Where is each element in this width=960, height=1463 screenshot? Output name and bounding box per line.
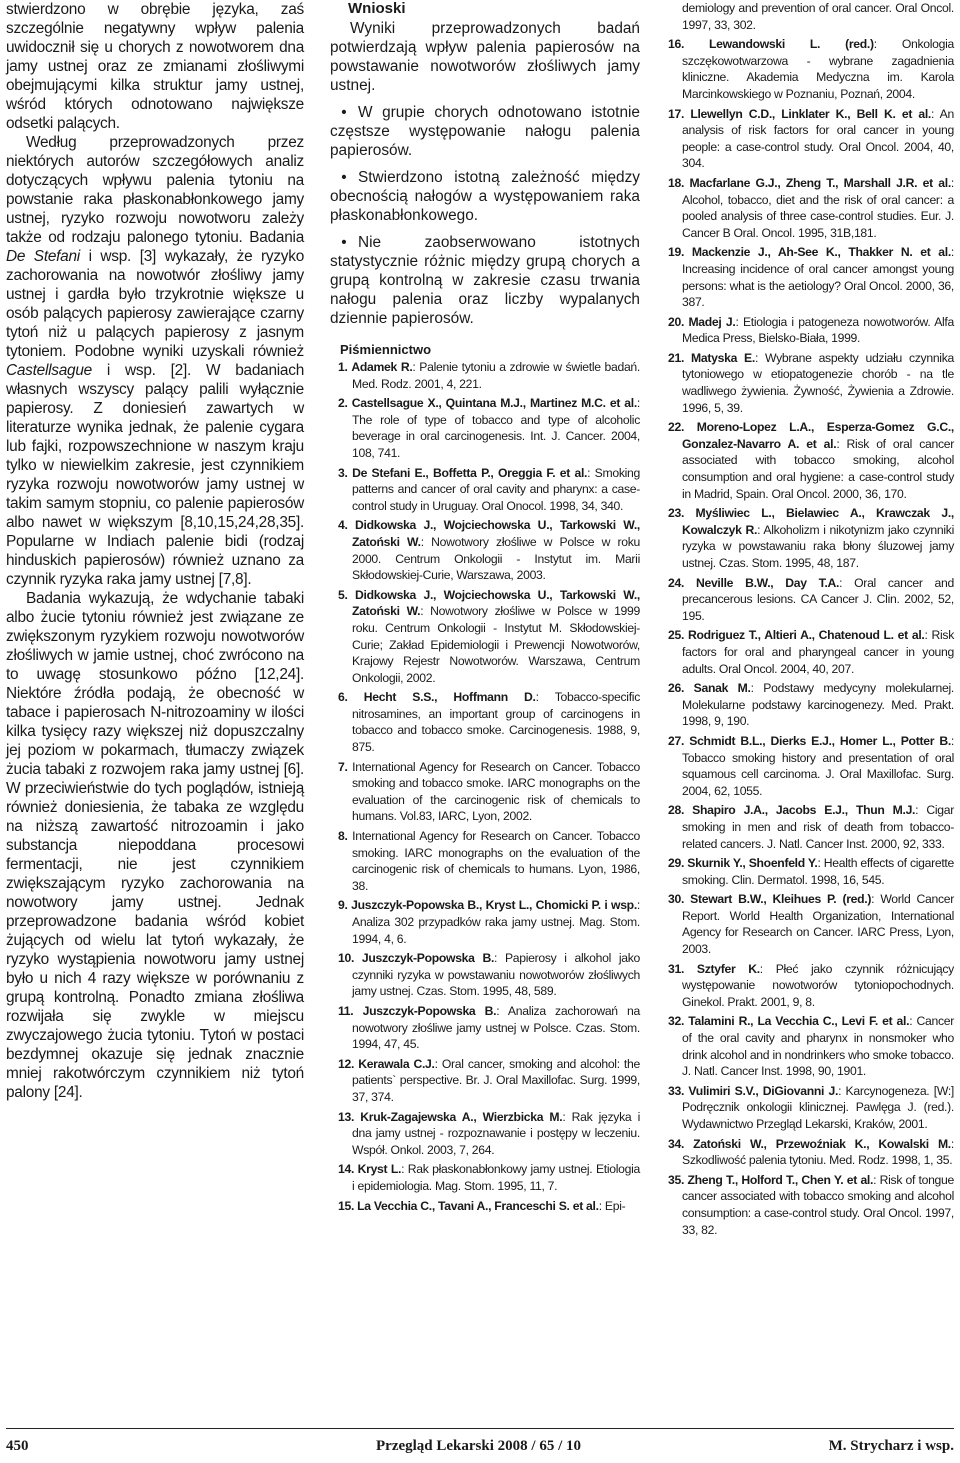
reference-number: 25. [668, 628, 685, 643]
reference-item [660, 891, 954, 957]
reference-authors: Zheng T., Holford T., Chen Y. et al. [687, 1172, 874, 1187]
reference-number: 34. [668, 1136, 685, 1151]
reference-text: : Epi- [598, 1198, 626, 1213]
reference-number: 33. [668, 1083, 685, 1098]
reference-authors: Juszczyk-Popowska B. [362, 1003, 497, 1018]
bullet-icon: • [341, 169, 347, 186]
reference-text: : Increasing incidence of oral cancer amongst young persons: what is the aetiology? Oral Oncol. 2000, 36, 387. [682, 245, 954, 310]
reference-text: : Wybrane aspekty udziału czynnika tytoniowego w etiopatogenezie chorób - na tle wadliwego żywienia. Żywność, Żywienia a Zdrowie. 1996, 5, 39. [682, 350, 954, 415]
reference-number: 27. [668, 733, 685, 748]
reference-number: 21. [668, 350, 685, 365]
reference-authors: Juszczyk-Popowska B. [361, 951, 495, 966]
text-run: i wsp. [3] wykazały, że ryzyko zachorowania na nowotwór złośliwy jamy ustnej i gardła było trzykrotnie większe u osób palących papierosy zawierające czarny tytoń niż u palących papierosy z jasnym tytoniem. Podobne wyniki uzyskali również [6, 248, 304, 360]
reference-item [330, 1003, 640, 1053]
reference-text: : Płeć jako czynnik różnicujący występowanie nowotworów tytoniopochodnych. Ginekol. Prakt. 2001, 9, 8. [682, 961, 954, 1009]
reference-text: : The role of type of tobacco and type of alcoholic beverage in oral carcinogenesis. Int. J. Cancer. 2004, 108, 741. [352, 396, 640, 460]
reference-authors: Lewandowski L. (red.) [709, 37, 874, 52]
reference-authors: Kerawala C.J. [358, 1056, 435, 1071]
reference-text: : Karcynogeneza. [W:] Podręcznik onkologii klinicznej. Pawlęga J. (red.). Wydawnictwo Przegląd Lekarski, Kraków, 2001. [682, 1083, 954, 1131]
reference-authors: Juszczyk-Popowska B., Kryst L., Chomicki P. i wsp. [351, 898, 637, 913]
reference-item [660, 733, 954, 799]
reference-text: : Szkodliwość palenia tytoniu. Med. Rodz. 1998, 1, 35. [682, 1136, 954, 1168]
reference-authors: Talamini R., La Vecchia C., Levi F. et al. [688, 1014, 910, 1029]
references-heading: Piśmiennictwo [340, 342, 432, 357]
reference-number: 19. [668, 245, 685, 260]
reference-item [330, 517, 640, 583]
bullet-icon: • [341, 234, 347, 251]
reference-number: 9. [338, 898, 348, 913]
reference-item [330, 759, 640, 825]
reference-authors: Kruk-Zagajewska A., Wierzbicka M. [360, 1109, 563, 1124]
reference-authors: Castellsague X., Quintana M.J., Martinez M.C. et al. [351, 396, 637, 411]
reference-authors: Llewellyn C.D., Linklater K., Bell K. et al. [690, 106, 931, 121]
reference-item [330, 689, 640, 755]
reference-number: 31. [668, 961, 685, 976]
reference-text: : Alcohol, tobacco, diet and the risk of oral cancer: a pooled analysis of three case-control studies. Eur. J. Cancer B Oral. Oncol. 1995, 31B,181. [682, 175, 954, 240]
reference-number: 35. [668, 1172, 685, 1187]
reference-number: 3. [338, 465, 348, 480]
list-item-text: Stwierdzono istotną zależność między obecnością nałogów a występowaniem raka płaskonabłonkowego. [330, 169, 640, 224]
reference-authors: Mackenzie J., Ah-See K., Thakker N. et al. [691, 245, 951, 260]
reference-item [660, 175, 954, 241]
reference-number: 32. [668, 1014, 685, 1029]
running-authors: M. Strycharz i wsp. [828, 1438, 954, 1454]
reference-number: 22. [668, 420, 685, 435]
reference-item [660, 350, 954, 416]
reference-text: : Analiza 302 przypadków raka jamy ustnej. Mag. Stom. 1994, 4, 6. [352, 898, 640, 946]
reference-item [660, 1013, 954, 1079]
reference-authors: Stewart B.W., Kleihues P. (red.) [690, 892, 872, 907]
reference-text: : Cancer of the oral cavity and pharynx in nonsmoker who drink alcohol and in nondrinkers who smoke tobacco. J. Natl. Cancer Inst. 1998, 90, 1901. [682, 1014, 954, 1079]
reference-item [660, 106, 954, 172]
reference-text: : Tobacco smoking history and presentation of oral squamous cell carcinoma. J. Oral Maxillofac. Surg. 2004, 62, 1055. [682, 733, 955, 798]
reference-number: 7. [338, 759, 348, 774]
reference-authors: Didkowska J., Wojciechowska U., Tarkowski W., Zatoński W. [352, 587, 640, 619]
reference-item [330, 897, 640, 947]
left-column [6, 0, 304, 1102]
reference-number: 11. [338, 1003, 354, 1018]
body-paragraph: Badania wykazują, że wdychanie tabaki albo żucie tytoniu również jest związane ze zwiększonym ryzykiem rozwoju nowotworów złośliwych w jamie ustnej, choć zwrócono na to uwagę stosunkowo późno [12,24]. Niektóre źródła podają, że obecność w tabace i papierosach N-nitrozoaminy w ilości kilka tysięcy razy większej niż dopuszczalny jej poziom w pokarmach, tłumaczy związek żucia tabaki z rozwojem raka jamy ustnej [6]. W przeciwieństwie do tych poglądów, istnieją również doniesienia, że tabaka ze względu na niższą zawartość nitrozoamin i jako substancja niepoddana procesowi fermentacji, nie jest czynnikiem zwiększającym ryzyko zachorowania na nowotwory jamy ustnej. Jednak przeprowadzone badania wśród kobiet żujących od wielu lat tytoń wykazały, że ryzyko wystąpienia nowotworu jamy ustnej było u nich 4 razy większe w porównaniu z grupą kontrolną. Ponadto zmiana złośliwa rozwijała się zwykle w miejscu zwyczajowego żucia tytoniu. Tytoń w postaci bezdymnej okazuje się jednak znacznie mniej rakotwórczym czynnikiem niż tytoń palony [24]. [6, 590, 304, 1101]
reference-number: 18. [668, 175, 685, 190]
reference-text: : Podstawy medycyny molekularnej. Molekularne podstawy karcinogenezy. Med. Prakt. 1998, 9, 190. [682, 681, 954, 729]
bullet-icon: • [341, 104, 347, 121]
reference-text: : Palenie tytoniu a zdrowie w świetle badań. Med. Rodz. 2001, 4, 221. [352, 360, 640, 391]
reference-authors: Sztyfer K. [696, 961, 760, 976]
conclusions-heading: Wnioski [348, 0, 406, 17]
reference-authors: Vulimiri S.V., DiGiovanni J. [688, 1083, 839, 1098]
reference-text: : Oral cancer and precancerous lesions. CA Cancer J. Clin. 2002, 52, 195. [682, 575, 954, 623]
reference-text: : Oral cancer, smoking and alcohol: the patients` perspective. Br. J. Oral Maxillofac. Surg. 1999, 37, 374. [352, 1056, 640, 1104]
reference-item [660, 855, 954, 888]
reference-number: 6. [338, 690, 348, 705]
list-item-text: Nie zaobserwowano istotnych statystycznie różnic między grupą chorych a grupą kontrolną w zakresie czasu trwania nałogu palenia oraz liczby wypalanych dziennie papierosów. [330, 234, 640, 327]
references-list [330, 359, 640, 1214]
reference-authors: La Vecchia C., Tavani A., Franceschi S. et al. [357, 1198, 599, 1213]
reference-number: 12. [338, 1056, 355, 1071]
reference-text: : Cigar smoking in men and risk of death from tobacco-related cancers. J. Natl. Cancer Inst. 2000, 92, 333. [682, 803, 954, 851]
reference-number: 4. [338, 518, 348, 533]
reference-text: : Analiza zachorowań na nowotwory złośliwe jamy ustnej w Polsce. Czas. Stom. 1994, 47, 45. [352, 1003, 640, 1052]
reference-authors: Didkowska J., Wojciechowska U., Tarkowski W., Zatoński W. [352, 518, 640, 549]
reference-authors: De Stefani E., Boffetta P., Oreggia F. et al. [352, 465, 588, 480]
reference-authors: Neville B.W., Day T.A. [695, 575, 840, 590]
reference-text: : Nowotwory złośliwe w Polsce w 1999 roku. Centrum Onkologii - Instytut M. Skłodowskiej-Curie; Zakład Epidemiologii i Prewencji Nowotworów, Krajowy Rejestr Nowotworów. Warszawa, Centrum Onkologii, 2002. [352, 604, 640, 685]
references-list [660, 36, 954, 1238]
text-run: i wsp. [2]. W badaniach własnych wszyscy palący palili wyłącznie papierosy. Z doniesień zawartych w literaturze wynika jednak, że palenie cygara lub fajki, rozpowszechnione w naszym kraju tylko w niewielkim zakresie, jest czynnikiem ryzyka rozwoju nowotworów jamy ustnej w takim samym stopniu, co palenie papierosów albo nawet w większym [8,10,15,24,28,35]. Popularne w Indiach palenie bidi (rodzaj hinduskich papierosów) również uznano za czynnik ryzyka raka jamy ustnej [7,8]. [6, 362, 304, 588]
reference-item [660, 1172, 954, 1238]
reference-text: : Papierosy i alkohol jako czynniki ryzyka w powstawaniu nowotworów złośliwych jamy ustnej. Czas. Stom. 1995, 48, 589. [352, 951, 640, 999]
citation-author: Castellsague [6, 362, 92, 379]
reference-item [330, 1056, 640, 1106]
reference-text: International Agency for Research on Cancer. Tobacco smoking. IARC monographs on the evaluation of the carcinogenic risk of chemicals to humans. Lyon, 1986, 38. [352, 829, 640, 893]
right-column [660, 0, 954, 1241]
reference-text: : Tobacco-specific nitrosamines, an important group of carcinogens in tobacco and tobacco smoke. Carcinogenesis. 1988, 9, 875. [352, 690, 640, 755]
page-footer [6, 1438, 954, 1458]
journal-citation: Przegląd Lekarski 2008 / 65 / 10 [376, 1438, 581, 1454]
reference-item [660, 961, 954, 1011]
conclusions-list [330, 103, 640, 328]
reference-number: 8. [338, 829, 348, 844]
reference-number: 10. [338, 951, 355, 966]
reference-text: : Alkoholizm i nikotynizm jako czynniki ryzyka w powstawaniu raka błony śluzowej jamy ustnej. Czas. Stom. 1995, 48, 187. [682, 522, 954, 570]
reference-authors: Shapiro J.A., Jacobs E.J., Thun M.J. [692, 803, 916, 818]
reference-item [330, 1109, 640, 1159]
reference-item [660, 505, 954, 571]
list-item-text: W grupie chorych odnotowano istotnie częstsze występowanie nałogu palenia papierosów. [330, 104, 640, 159]
reference-authors: Matyska E. [691, 350, 755, 365]
reference-text: International Agency for Research on Cancer. Tobacco smoking and tobacco smoke. IARC monographs on the evaluation of the carcinogenic risk of chemicals to humans. Vol.83, IARC, Lyon, 2002. [352, 759, 640, 824]
reference-authors: Myśliwiec L., Bielawiec A., Krawczak J., Kowalczyk R. [682, 506, 954, 537]
list-item [330, 168, 640, 225]
reference-item [660, 1136, 954, 1169]
reference-item [660, 680, 954, 730]
reference-authors: Madej J. [688, 314, 736, 329]
conclusions-intro: Wyniki przeprowadzonych badań potwierdzają wpływ palenia papierosów na powstawanie nowotworów złośliwych jamy ustnej. [330, 20, 640, 94]
reference-text: : An analysis of risk factors for oral cancer in young people: a case-control study. Oral Oncol. 2004, 40, 304. [682, 106, 954, 171]
reference-text: : Nowotwory złośliwe w Polsce w roku 2000. Centrum Onkologii - Instytut im. Marii Skłodowskiej-Curie, Warszawa, 2003. [352, 534, 640, 583]
reference-number: 24. [668, 575, 685, 590]
citation-author: De Stefani [6, 248, 80, 265]
reference-text: : Rak języka i dna jamy ustnej - rozpoznawanie i postępy w leczeniu. Współ. Onkol. 2003, 7, 264. [352, 1109, 640, 1157]
reference-authors: Zatoński W., Przewoźniak K., Kowalski M. [693, 1136, 951, 1151]
middle-column [330, 0, 640, 1217]
reference-number: 26. [668, 681, 685, 696]
reference-item [660, 314, 954, 347]
reference-item [330, 1198, 640, 1215]
reference-text: : Smoking patterns and cancer of oral cavity and pharynx: a case-control study in Uruguay. Oral Onocol. 1998, 34, 340. [352, 465, 640, 513]
reference-text: : Risk of tongue cancer associated with tobacco smoking and alcohol consumption: a case-control study. Oral Oncol. 1997, 33, 82. [682, 1172, 954, 1237]
reference-item [330, 828, 640, 894]
reference-authors: Hecht S.S., Hoffmann D. [363, 690, 536, 705]
reference-item [660, 36, 954, 102]
reference-number: 20. [668, 314, 685, 329]
reference-number: 16. [668, 37, 685, 52]
reference-authors: Adamek R. [351, 360, 413, 374]
reference-item [660, 1083, 954, 1133]
reference-number: 28. [668, 803, 685, 818]
reference-continuation: demiology and prevention of oral cancer. Oral Oncol. 1997, 33, 302. [682, 1, 954, 32]
reference-text: : Onkologia szczękowotwarzowa - wybrane zagadnienia kliniczne. Akademia Medyczna im. Karola Marcinkowskiego w Poznaniu, Poznań, 2004. [682, 37, 955, 101]
reference-number: 30. [668, 892, 685, 907]
reference-item [330, 359, 640, 392]
reference-number: 29. [668, 856, 685, 871]
reference-text: : Risk of oral cancer associated with tobacco smoking, alcohol consumption and oral hygiene: a case-control study in Madrid, Spain. Oral Oncol. 2000, 36, 170. [682, 436, 954, 501]
reference-number: 23. [668, 506, 685, 521]
reference-number: 5. [338, 587, 348, 602]
reference-item [660, 627, 954, 677]
reference-item [330, 950, 640, 1000]
page-number: 450 [6, 1438, 29, 1454]
reference-number: 2. [338, 396, 348, 411]
reference-item [330, 465, 640, 515]
list-item [330, 233, 640, 328]
reference-authors: Kryst L. [357, 1162, 402, 1177]
reference-number: 15. [338, 1198, 355, 1213]
reference-authors: Sanak M. [693, 681, 751, 696]
list-item [330, 103, 640, 160]
reference-authors: Skurnik Y., Shoenfeld Y. [687, 856, 818, 871]
reference-item [660, 575, 954, 625]
reference-item [330, 395, 640, 461]
reference-number: 17. [668, 106, 685, 121]
reference-authors: Macfarlane G.J., Zheng T., Marshall J.R. et al. [689, 175, 951, 190]
reference-item [330, 587, 640, 687]
body-paragraph: stwierdzono w obrębie języka, zaś szczególnie negatywny wpływ palenia uwidocznił się u chorych z nowotworem dna jamy ustnej oraz ze zmianami złośliwymi obejmującymi kilka struktur jamy ustnej, wśród których odnotowano największe odsetki palących. [6, 1, 304, 132]
reference-text: : World Cancer Report. World Health Organization, International Agency for Research on Cancer. IARC Press, Lyon, 2003. [682, 892, 955, 957]
body-paragraph [6, 133, 304, 589]
footer-divider [6, 1428, 954, 1429]
reference-item [330, 1161, 640, 1194]
reference-item [660, 419, 954, 502]
reference-item [660, 802, 954, 852]
reference-item [660, 244, 954, 310]
reference-text: : Risk factors for oral and pharyngeal cancer in young adults. Oral Oncol. 2004, 40, 207. [682, 628, 954, 676]
reference-number: 1. [338, 360, 348, 374]
reference-text: : Rak płaskonabłonkowy jamy ustnej. Etiologia i epidemiologia. Mag. Stom. 1995, 11, 7. [352, 1162, 640, 1193]
reference-authors: Moreno-Lopez L.A., Esperza-Gomez G.C., Gonzalez-Navarro A. et al. [682, 420, 955, 451]
reference-number: 14. [338, 1162, 355, 1177]
reference-text: : Health effects of cigarette smoking. Clin. Dermatol. 1998, 16, 545. [682, 856, 954, 887]
reference-text: : Etiologia i patogeneza nowotworów. Alfa Medica Press, Bielsko-Biała, 1999. [682, 314, 954, 346]
reference-number: 13. [338, 1109, 355, 1124]
reference-authors: Schmidt B.L., Dierks E.J., Homer L., Potter B. [689, 733, 951, 748]
text-run: Według przeprowadzonych przez niektórych autorów szczegółowych analiz dotyczących wpływu palenia tytoniu na powstanie raka płaskonabłonkowego jamy ustnej, ryzyko rozwoju nowotworu zależy także od rodzaju palonego tytoniu. Badania [6, 134, 304, 246]
reference-authors: Rodriguez T., Altieri A., Chatenoud L. et al. [687, 628, 925, 643]
